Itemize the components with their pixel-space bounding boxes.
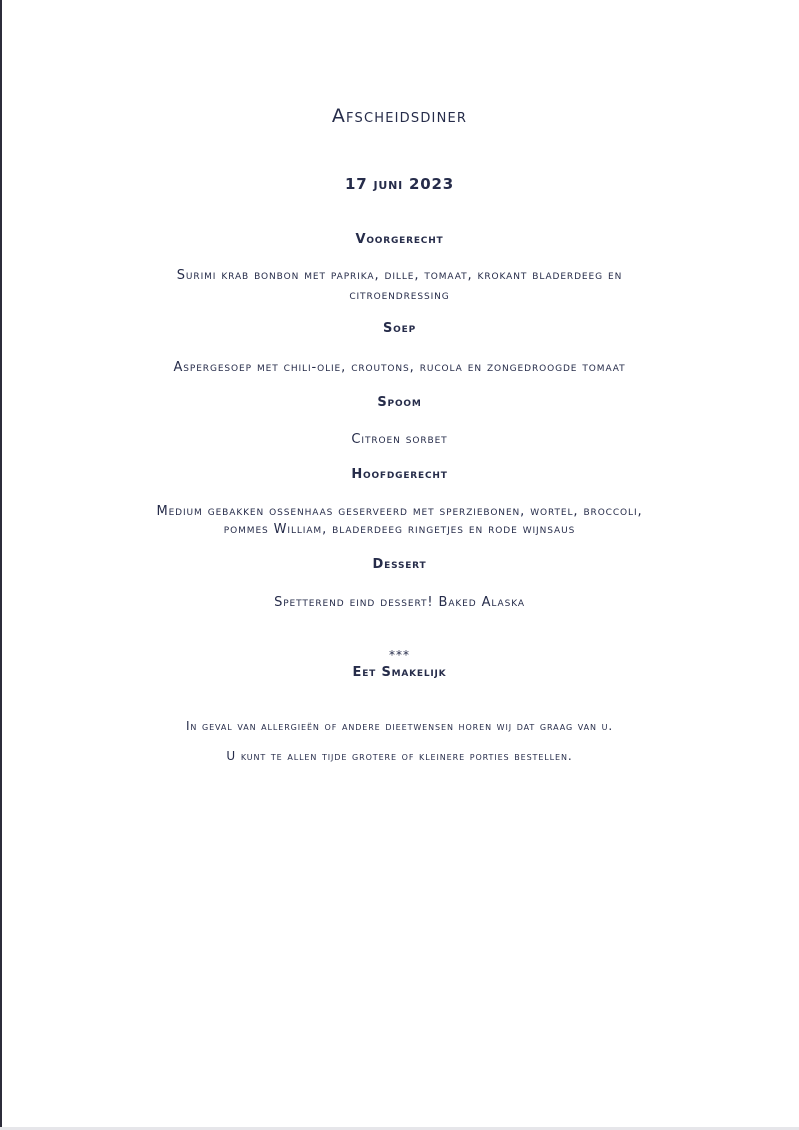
allergy-note: In geval van allergieën of andere dieetwensen horen wij dat graag van u. (185, 719, 614, 733)
course-heading-dessert: Dessert (372, 557, 427, 572)
course-heading-voorgerecht: Voorgerecht (355, 232, 444, 247)
portion-note: U kunt te allen tijde grotere of kleinere porties bestellen. (226, 749, 573, 763)
menu-date: 17 juni 2023 (345, 175, 454, 193)
separator-stars: *** (389, 648, 410, 662)
menu-title: Afscheidsdiner (331, 105, 468, 127)
closing-text: Eet Smakelijk (352, 665, 447, 680)
course-heading-hoofdgerecht: Hoofdgerecht (351, 467, 448, 482)
dish-line: Surimi krab bonbon met paprika, dille, tomaat, krokant bladerdeeg en (176, 268, 623, 283)
course-heading-soep: Soep (383, 321, 416, 336)
dish-line: Medium gebakken ossenhaas geserveerd met sperziebonen, wortel, broccoli, (156, 504, 643, 519)
dish-line: Citroen sorbet (351, 432, 448, 447)
course-heading-spoom: Spoom (377, 395, 422, 410)
dish-line: citroendressing (349, 288, 450, 303)
dish-line: Aspergesoep met chili-olie, croutons, rucola en zongedroogde tomaat (173, 360, 626, 375)
dish-line: Spetterend eind dessert! Baked Alaska (274, 595, 525, 610)
dish-line: pommes William, bladerdeeg ringetjes en rode wijnsaus (223, 522, 576, 537)
